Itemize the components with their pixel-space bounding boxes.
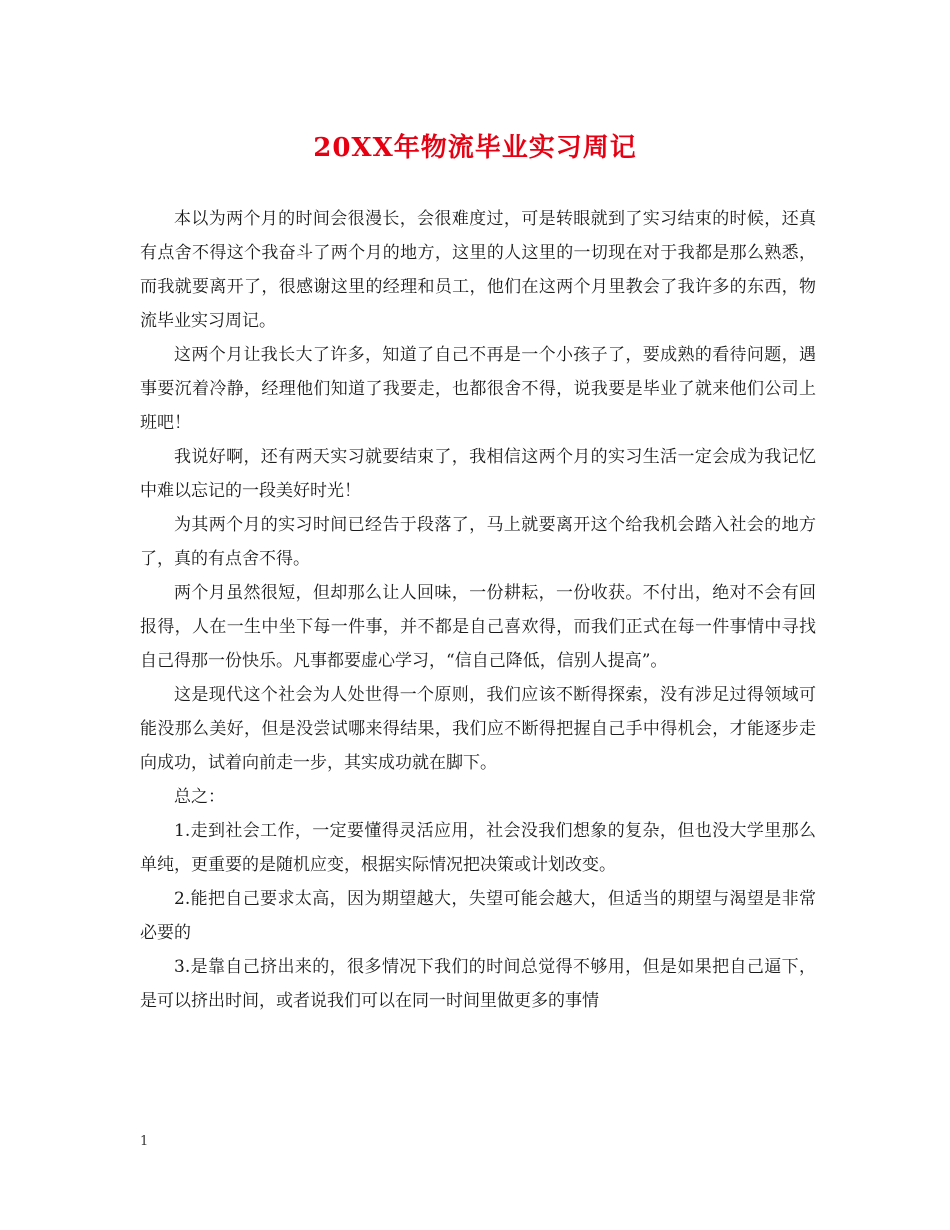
summary-heading: 总之： [174, 787, 225, 807]
document-body [140, 202, 816, 1018]
list-item: 3.是靠自己挤出来的，很多情况下我们的时间总觉得不够用，但是如果把自己逼下，是可以挤出时间，或者说我们可以在同一时间里做更多的事情 [140, 957, 816, 1011]
document-title: 20XX年物流毕业实习周记 [313, 133, 637, 163]
list-item: 1.走到社会工作，一定要懂得灵活应用，社会没我们想象的复杂，但也没大学里那么单纯，更重要的是随机应变，根据实际情况把决策或计划改变。 [140, 821, 816, 875]
paragraph: 这是现代这个社会为人处世得一个原则，我们应该不断得探索，没有涉足过得领域可能没那么美好，但是没尝试哪来得结果，我们应不断得把握自己手中得机会，才能逐步走向成功，试着向前走一步，其实成功就在脚下。 [140, 685, 816, 773]
page-number: 1 [140, 1134, 149, 1149]
list-item: 2.能把自己要求太高，因为期望越大，失望可能会越大，但适当的期望与渴望是非常必要的 [140, 889, 816, 943]
paragraph: 我说好啊，还有两天实习就要结束了，我相信这两个月的实习生活一定会成为我记忆中难以忘记的一段美好时光！ [140, 447, 816, 501]
paragraph: 为其两个月的实习时间已经告于段落了，马上就要离开这个给我机会踏入社会的地方了，真的有点舍不得。 [140, 515, 816, 569]
paragraph: 两个月虽然很短，但却那么让人回味，一份耕耘，一份收获。不付出，绝对不会有回报得，人在一生中坐下每一件事，并不都是自己喜欢得，而我们正式在每一件事情中寻找自己得那一份快乐。凡事都要虚心学习，“信自己降低，信别人提高”。 [140, 583, 816, 671]
paragraph: 本以为两个月的时间会很漫长，会很难度过，可是转眼就到了实习结束的时候，还真有点舍不得这个我奋斗了两个月的地方，这里的人这里的一切现在对于我都是那么熟悉，而我就要离开了，很感谢这里的经理和员工，他们在这两个月里教会了我许多的东西，物流毕业实习周记。 [140, 209, 816, 331]
paragraph: 这两个月让我长大了许多，知道了自己不再是一个小孩子了，要成熟的看待问题，遇事要沉着冷静，经理他们知道了我要走，也都很舍不得，说我要是毕业了就来他们公司上班吧！ [140, 345, 816, 433]
